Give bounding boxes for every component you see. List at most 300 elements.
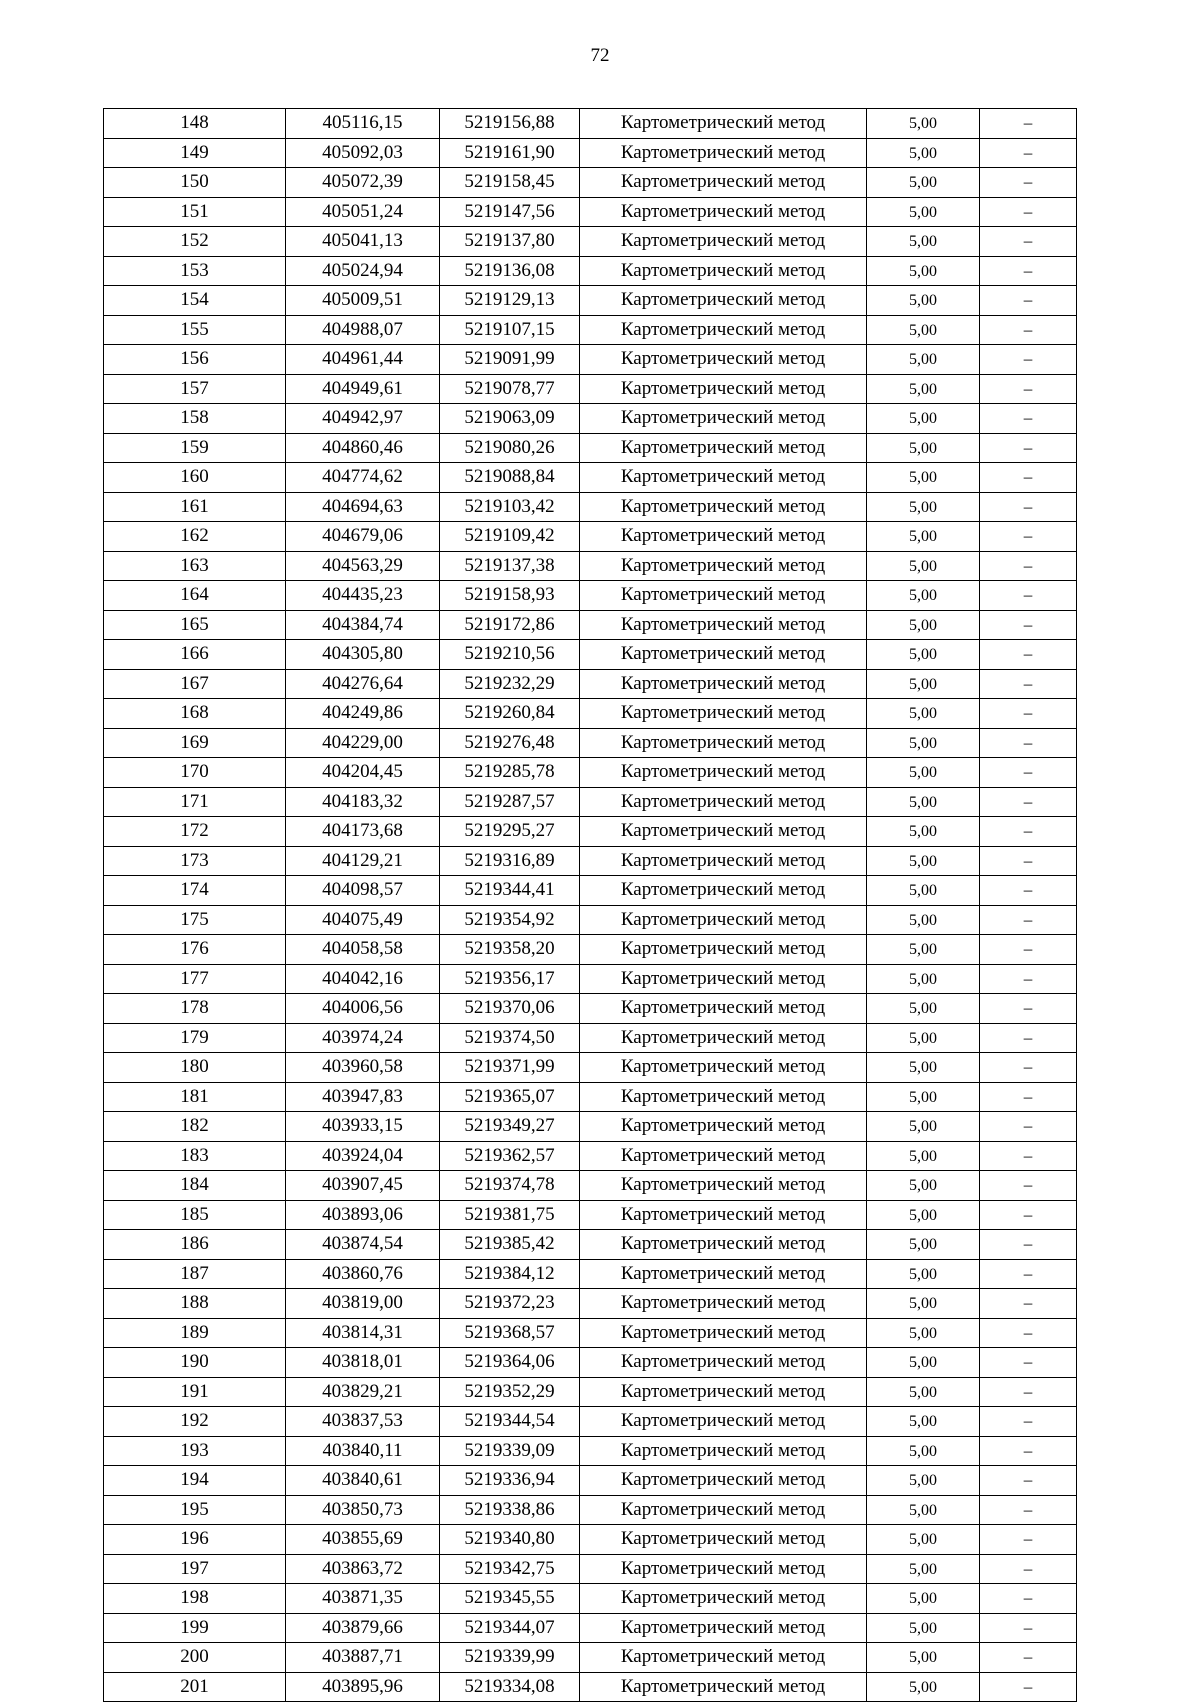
- coordinate-x-cell: 404860,46: [286, 433, 440, 463]
- point-number-cell: 185: [104, 1200, 286, 1230]
- point-number-cell: 176: [104, 935, 286, 965]
- table-row: [104, 994, 1077, 1024]
- accuracy-cell: 5,00: [867, 109, 980, 139]
- accuracy-cell: 5,00: [867, 905, 980, 935]
- accuracy-cell: 5,00: [867, 315, 980, 345]
- accuracy-cell: 5,00: [867, 197, 980, 227]
- coordinate-x-cell: 403960,58: [286, 1053, 440, 1083]
- table-row: [104, 1377, 1077, 1407]
- method-cell: Картометрический метод: [580, 315, 867, 345]
- note-cell: –: [980, 551, 1077, 581]
- accuracy-cell: 5,00: [867, 463, 980, 493]
- coordinate-y-cell: 5219103,42: [440, 492, 580, 522]
- point-number-cell: 156: [104, 345, 286, 375]
- coordinate-y-cell: 5219336,94: [440, 1466, 580, 1496]
- table-row: [104, 1584, 1077, 1614]
- accuracy-cell: 5,00: [867, 640, 980, 670]
- method-cell: Картометрический метод: [580, 581, 867, 611]
- note-cell: –: [980, 1053, 1077, 1083]
- point-number-cell: 168: [104, 699, 286, 729]
- method-cell: Картометрический метод: [580, 669, 867, 699]
- coordinate-x-cell: 404098,57: [286, 876, 440, 906]
- method-cell: Картометрический метод: [580, 1259, 867, 1289]
- table-row: [104, 404, 1077, 434]
- note-cell: –: [980, 492, 1077, 522]
- coordinate-x-cell: 403887,71: [286, 1643, 440, 1673]
- coordinate-y-cell: 5219063,09: [440, 404, 580, 434]
- point-number-cell: 184: [104, 1171, 286, 1201]
- coordinate-y-cell: 5219372,23: [440, 1289, 580, 1319]
- method-cell: Картометрический метод: [580, 374, 867, 404]
- coordinate-x-cell: 403860,76: [286, 1259, 440, 1289]
- point-number-cell: 199: [104, 1613, 286, 1643]
- point-number-cell: 182: [104, 1112, 286, 1142]
- point-number-cell: 183: [104, 1141, 286, 1171]
- accuracy-cell: 5,00: [867, 1672, 980, 1702]
- coordinate-x-cell: 403974,24: [286, 1023, 440, 1053]
- note-cell: –: [980, 935, 1077, 965]
- note-cell: –: [980, 1348, 1077, 1378]
- note-cell: –: [980, 994, 1077, 1024]
- note-cell: –: [980, 345, 1077, 375]
- point-number-cell: 186: [104, 1230, 286, 1260]
- accuracy-cell: 5,00: [867, 994, 980, 1024]
- accuracy-cell: 5,00: [867, 1407, 980, 1437]
- table-row: [104, 1171, 1077, 1201]
- method-cell: Картометрический метод: [580, 286, 867, 316]
- table-row: [104, 964, 1077, 994]
- accuracy-cell: 5,00: [867, 1200, 980, 1230]
- coordinate-y-cell: 5219158,45: [440, 168, 580, 198]
- accuracy-cell: 5,00: [867, 758, 980, 788]
- method-cell: Картометрический метод: [580, 640, 867, 670]
- method-cell: Картометрический метод: [580, 1407, 867, 1437]
- coordinate-x-cell: 404679,06: [286, 522, 440, 552]
- table-row: [104, 197, 1077, 227]
- coordinate-y-cell: 5219368,57: [440, 1318, 580, 1348]
- table-row: [104, 168, 1077, 198]
- coordinate-y-cell: 5219210,56: [440, 640, 580, 670]
- coordinate-x-cell: 404042,16: [286, 964, 440, 994]
- coordinate-x-cell: 403895,96: [286, 1672, 440, 1702]
- point-number-cell: 170: [104, 758, 286, 788]
- accuracy-cell: 5,00: [867, 286, 980, 316]
- point-number-cell: 178: [104, 994, 286, 1024]
- note-cell: –: [980, 1171, 1077, 1201]
- table-row: [104, 433, 1077, 463]
- coordinate-y-cell: 5219334,08: [440, 1672, 580, 1702]
- point-number-cell: 180: [104, 1053, 286, 1083]
- accuracy-cell: 5,00: [867, 168, 980, 198]
- point-number-cell: 164: [104, 581, 286, 611]
- table-row: [104, 669, 1077, 699]
- note-cell: –: [980, 374, 1077, 404]
- table-row: [104, 817, 1077, 847]
- table-row: [104, 227, 1077, 257]
- point-number-cell: 169: [104, 728, 286, 758]
- table-row: [104, 492, 1077, 522]
- method-cell: Картометрический метод: [580, 1082, 867, 1112]
- table-row: [104, 1289, 1077, 1319]
- point-number-cell: 187: [104, 1259, 286, 1289]
- coordinate-x-cell: 403871,35: [286, 1584, 440, 1614]
- point-number-cell: 166: [104, 640, 286, 670]
- point-number-cell: 167: [104, 669, 286, 699]
- coordinate-y-cell: 5219365,07: [440, 1082, 580, 1112]
- coordinate-y-cell: 5219339,99: [440, 1643, 580, 1673]
- table-row: [104, 1348, 1077, 1378]
- table-row: [104, 286, 1077, 316]
- note-cell: –: [980, 669, 1077, 699]
- coordinate-y-cell: 5219161,90: [440, 138, 580, 168]
- method-cell: Картометрический метод: [580, 522, 867, 552]
- coordinate-y-cell: 5219358,20: [440, 935, 580, 965]
- accuracy-cell: 5,00: [867, 522, 980, 552]
- table-row: [104, 345, 1077, 375]
- accuracy-cell: 5,00: [867, 669, 980, 699]
- point-number-cell: 173: [104, 846, 286, 876]
- note-cell: –: [980, 1289, 1077, 1319]
- accuracy-cell: 5,00: [867, 1377, 980, 1407]
- coordinate-y-cell: 5219374,50: [440, 1023, 580, 1053]
- method-cell: Картометрический метод: [580, 463, 867, 493]
- method-cell: Картометрический метод: [580, 404, 867, 434]
- point-number-cell: 154: [104, 286, 286, 316]
- coordinate-x-cell: 403819,00: [286, 1289, 440, 1319]
- table-row: [104, 522, 1077, 552]
- note-cell: –: [980, 787, 1077, 817]
- coordinate-y-cell: 5219371,99: [440, 1053, 580, 1083]
- table-row: [104, 1318, 1077, 1348]
- accuracy-cell: 5,00: [867, 787, 980, 817]
- accuracy-cell: 5,00: [867, 610, 980, 640]
- accuracy-cell: 5,00: [867, 817, 980, 847]
- note-cell: –: [980, 964, 1077, 994]
- table-row: [104, 1200, 1077, 1230]
- coordinate-x-cell: 404249,86: [286, 699, 440, 729]
- point-number-cell: 152: [104, 227, 286, 257]
- point-number-cell: 181: [104, 1082, 286, 1112]
- point-number-cell: 200: [104, 1643, 286, 1673]
- coordinate-x-cell: 403893,06: [286, 1200, 440, 1230]
- accuracy-cell: 5,00: [867, 876, 980, 906]
- accuracy-cell: 5,00: [867, 404, 980, 434]
- note-cell: –: [980, 286, 1077, 316]
- method-cell: Картометрический метод: [580, 610, 867, 640]
- point-number-cell: 196: [104, 1525, 286, 1555]
- coordinate-y-cell: 5219344,41: [440, 876, 580, 906]
- note-cell: –: [980, 699, 1077, 729]
- coordinate-y-cell: 5219109,42: [440, 522, 580, 552]
- coordinate-x-cell: 403863,72: [286, 1554, 440, 1584]
- coordinate-y-cell: 5219287,57: [440, 787, 580, 817]
- point-number-cell: 155: [104, 315, 286, 345]
- table-row: [104, 1466, 1077, 1496]
- table-row: [104, 1230, 1077, 1260]
- table-row: [104, 1053, 1077, 1083]
- method-cell: Картометрический метод: [580, 728, 867, 758]
- coordinate-y-cell: 5219354,92: [440, 905, 580, 935]
- coordinate-y-cell: 5219260,84: [440, 699, 580, 729]
- method-cell: Картометрический метод: [580, 1495, 867, 1525]
- coordinate-y-cell: 5219137,38: [440, 551, 580, 581]
- note-cell: –: [980, 138, 1077, 168]
- coordinate-y-cell: 5219374,78: [440, 1171, 580, 1201]
- point-number-cell: 174: [104, 876, 286, 906]
- coordinate-x-cell: 405092,03: [286, 138, 440, 168]
- accuracy-cell: 5,00: [867, 1348, 980, 1378]
- point-number-cell: 153: [104, 256, 286, 286]
- table-row: [104, 551, 1077, 581]
- accuracy-cell: 5,00: [867, 1289, 980, 1319]
- method-cell: Картометрический метод: [580, 699, 867, 729]
- note-cell: –: [980, 905, 1077, 935]
- point-number-cell: 198: [104, 1584, 286, 1614]
- note-cell: –: [980, 1643, 1077, 1673]
- note-cell: –: [980, 168, 1077, 198]
- accuracy-cell: 5,00: [867, 699, 980, 729]
- note-cell: –: [980, 1318, 1077, 1348]
- method-cell: Картометрический метод: [580, 1053, 867, 1083]
- method-cell: Картометрический метод: [580, 935, 867, 965]
- accuracy-cell: 5,00: [867, 433, 980, 463]
- method-cell: Картометрический метод: [580, 551, 867, 581]
- coordinate-y-cell: 5219385,42: [440, 1230, 580, 1260]
- accuracy-cell: 5,00: [867, 345, 980, 375]
- point-number-cell: 197: [104, 1554, 286, 1584]
- coordinate-y-cell: 5219339,09: [440, 1436, 580, 1466]
- coordinate-x-cell: 404949,61: [286, 374, 440, 404]
- coordinate-y-cell: 5219362,57: [440, 1141, 580, 1171]
- accuracy-cell: 5,00: [867, 728, 980, 758]
- coordinate-y-cell: 5219384,12: [440, 1259, 580, 1289]
- table-row: [104, 758, 1077, 788]
- coordinate-y-cell: 5219276,48: [440, 728, 580, 758]
- accuracy-cell: 5,00: [867, 1466, 980, 1496]
- accuracy-cell: 5,00: [867, 1112, 980, 1142]
- point-number-cell: 160: [104, 463, 286, 493]
- method-cell: Картометрический метод: [580, 227, 867, 257]
- coordinate-y-cell: 5219370,06: [440, 994, 580, 1024]
- method-cell: Картометрический метод: [580, 876, 867, 906]
- coordinate-x-cell: 404006,56: [286, 994, 440, 1024]
- coordinate-x-cell: 404129,21: [286, 846, 440, 876]
- accuracy-cell: 5,00: [867, 1554, 980, 1584]
- note-cell: –: [980, 817, 1077, 847]
- note-cell: –: [980, 1672, 1077, 1702]
- coordinate-x-cell: 404183,32: [286, 787, 440, 817]
- note-cell: –: [980, 1023, 1077, 1053]
- point-number-cell: 195: [104, 1495, 286, 1525]
- coordinate-x-cell: 404276,64: [286, 669, 440, 699]
- method-cell: Картометрический метод: [580, 1348, 867, 1378]
- coordinate-y-cell: 5219136,08: [440, 256, 580, 286]
- coordinate-x-cell: 403855,69: [286, 1525, 440, 1555]
- accuracy-cell: 5,00: [867, 1643, 980, 1673]
- method-cell: Картометрический метод: [580, 846, 867, 876]
- method-cell: Картометрический метод: [580, 817, 867, 847]
- note-cell: –: [980, 463, 1077, 493]
- table-row: [104, 138, 1077, 168]
- table-row: [104, 581, 1077, 611]
- table-row: [104, 1082, 1077, 1112]
- table-row: [104, 1436, 1077, 1466]
- method-cell: Картометрический метод: [580, 758, 867, 788]
- note-cell: –: [980, 1112, 1077, 1142]
- method-cell: Картометрический метод: [580, 1613, 867, 1643]
- note-cell: –: [980, 1200, 1077, 1230]
- point-number-cell: 188: [104, 1289, 286, 1319]
- note-cell: –: [980, 1584, 1077, 1614]
- coordinate-x-cell: 404229,00: [286, 728, 440, 758]
- table-row: [104, 1112, 1077, 1142]
- table-row: [104, 787, 1077, 817]
- note-cell: –: [980, 758, 1077, 788]
- note-cell: –: [980, 197, 1077, 227]
- note-cell: –: [980, 1495, 1077, 1525]
- coordinate-x-cell: 404435,23: [286, 581, 440, 611]
- coordinate-x-cell: 404694,63: [286, 492, 440, 522]
- table-row: [104, 256, 1077, 286]
- coordinate-y-cell: 5219285,78: [440, 758, 580, 788]
- note-cell: –: [980, 1082, 1077, 1112]
- note-cell: –: [980, 256, 1077, 286]
- accuracy-cell: 5,00: [867, 1141, 980, 1171]
- method-cell: Картометрический метод: [580, 138, 867, 168]
- method-cell: Картометрический метод: [580, 109, 867, 139]
- table-row: [104, 1023, 1077, 1053]
- table-row: [104, 1495, 1077, 1525]
- method-cell: Картометрический метод: [580, 1230, 867, 1260]
- accuracy-cell: 5,00: [867, 256, 980, 286]
- point-number-cell: 148: [104, 109, 286, 139]
- table-row: [104, 846, 1077, 876]
- method-cell: Картометрический метод: [580, 345, 867, 375]
- table-row: [104, 1554, 1077, 1584]
- table-row: [104, 1141, 1077, 1171]
- coordinate-x-cell: 403814,31: [286, 1318, 440, 1348]
- coordinate-y-cell: 5219158,93: [440, 581, 580, 611]
- method-cell: Картометрический метод: [580, 1200, 867, 1230]
- note-cell: –: [980, 1230, 1077, 1260]
- table-row: [104, 1613, 1077, 1643]
- method-cell: Картометрический метод: [580, 1318, 867, 1348]
- table-row: [104, 1525, 1077, 1555]
- note-cell: –: [980, 1466, 1077, 1496]
- coordinate-x-cell: 403818,01: [286, 1348, 440, 1378]
- accuracy-cell: 5,00: [867, 581, 980, 611]
- coordinate-y-cell: 5219338,86: [440, 1495, 580, 1525]
- note-cell: –: [980, 1525, 1077, 1555]
- coordinate-x-cell: 405024,94: [286, 256, 440, 286]
- page-number: 72: [590, 45, 610, 66]
- accuracy-cell: 5,00: [867, 935, 980, 965]
- coordinate-y-cell: 5219091,99: [440, 345, 580, 375]
- point-number-cell: 179: [104, 1023, 286, 1053]
- table-row: [104, 935, 1077, 965]
- accuracy-cell: 5,00: [867, 1525, 980, 1555]
- coordinate-x-cell: 405072,39: [286, 168, 440, 198]
- coordinate-x-cell: 403837,53: [286, 1407, 440, 1437]
- point-number-cell: 151: [104, 197, 286, 227]
- accuracy-cell: 5,00: [867, 1495, 980, 1525]
- accuracy-cell: 5,00: [867, 138, 980, 168]
- coordinate-x-cell: 404563,29: [286, 551, 440, 581]
- coordinate-x-cell: 403879,66: [286, 1613, 440, 1643]
- table-row: [104, 640, 1077, 670]
- table-row: [104, 374, 1077, 404]
- point-number-cell: 157: [104, 374, 286, 404]
- table-row: [104, 728, 1077, 758]
- method-cell: Картометрический метод: [580, 905, 867, 935]
- note-cell: –: [980, 1259, 1077, 1289]
- note-cell: –: [980, 640, 1077, 670]
- coordinate-y-cell: 5219088,84: [440, 463, 580, 493]
- table-row: [104, 905, 1077, 935]
- accuracy-cell: 5,00: [867, 1259, 980, 1289]
- coordinate-x-cell: 405041,13: [286, 227, 440, 257]
- coordinate-x-cell: 403907,45: [286, 1171, 440, 1201]
- coordinate-y-cell: 5219232,29: [440, 669, 580, 699]
- coordinate-y-cell: 5219352,29: [440, 1377, 580, 1407]
- accuracy-cell: 5,00: [867, 1436, 980, 1466]
- point-number-cell: 149: [104, 138, 286, 168]
- coordinate-x-cell: 404988,07: [286, 315, 440, 345]
- coordinate-y-cell: 5219172,86: [440, 610, 580, 640]
- accuracy-cell: 5,00: [867, 374, 980, 404]
- note-cell: –: [980, 315, 1077, 345]
- table-row: [104, 876, 1077, 906]
- point-number-cell: 171: [104, 787, 286, 817]
- point-number-cell: 193: [104, 1436, 286, 1466]
- coordinate-y-cell: 5219381,75: [440, 1200, 580, 1230]
- coordinate-x-cell: 405009,51: [286, 286, 440, 316]
- accuracy-cell: 5,00: [867, 1584, 980, 1614]
- point-number-cell: 191: [104, 1377, 286, 1407]
- coordinate-x-cell: 405116,15: [286, 109, 440, 139]
- method-cell: Картометрический метод: [580, 787, 867, 817]
- accuracy-cell: 5,00: [867, 1053, 980, 1083]
- coordinate-x-cell: 404384,74: [286, 610, 440, 640]
- method-cell: Картометрический метод: [580, 168, 867, 198]
- coordinate-y-cell: 5219295,27: [440, 817, 580, 847]
- coordinate-x-cell: 403874,54: [286, 1230, 440, 1260]
- note-cell: –: [980, 581, 1077, 611]
- method-cell: Картометрический метод: [580, 1112, 867, 1142]
- accuracy-cell: 5,00: [867, 964, 980, 994]
- point-number-cell: 189: [104, 1318, 286, 1348]
- method-cell: Картометрический метод: [580, 964, 867, 994]
- coordinate-x-cell: 403947,83: [286, 1082, 440, 1112]
- coordinate-y-cell: 5219078,77: [440, 374, 580, 404]
- method-cell: Картометрический метод: [580, 1023, 867, 1053]
- table-row: [104, 315, 1077, 345]
- method-cell: Картометрический метод: [580, 492, 867, 522]
- note-cell: –: [980, 876, 1077, 906]
- method-cell: Картометрический метод: [580, 197, 867, 227]
- accuracy-cell: 5,00: [867, 1023, 980, 1053]
- accuracy-cell: 5,00: [867, 1318, 980, 1348]
- coordinate-y-cell: 5219129,13: [440, 286, 580, 316]
- coordinate-x-cell: 403850,73: [286, 1495, 440, 1525]
- note-cell: –: [980, 433, 1077, 463]
- note-cell: –: [980, 227, 1077, 257]
- method-cell: Картометрический метод: [580, 1289, 867, 1319]
- method-cell: Картометрический метод: [580, 1141, 867, 1171]
- point-number-cell: 165: [104, 610, 286, 640]
- accuracy-cell: 5,00: [867, 846, 980, 876]
- method-cell: Картометрический метод: [580, 1171, 867, 1201]
